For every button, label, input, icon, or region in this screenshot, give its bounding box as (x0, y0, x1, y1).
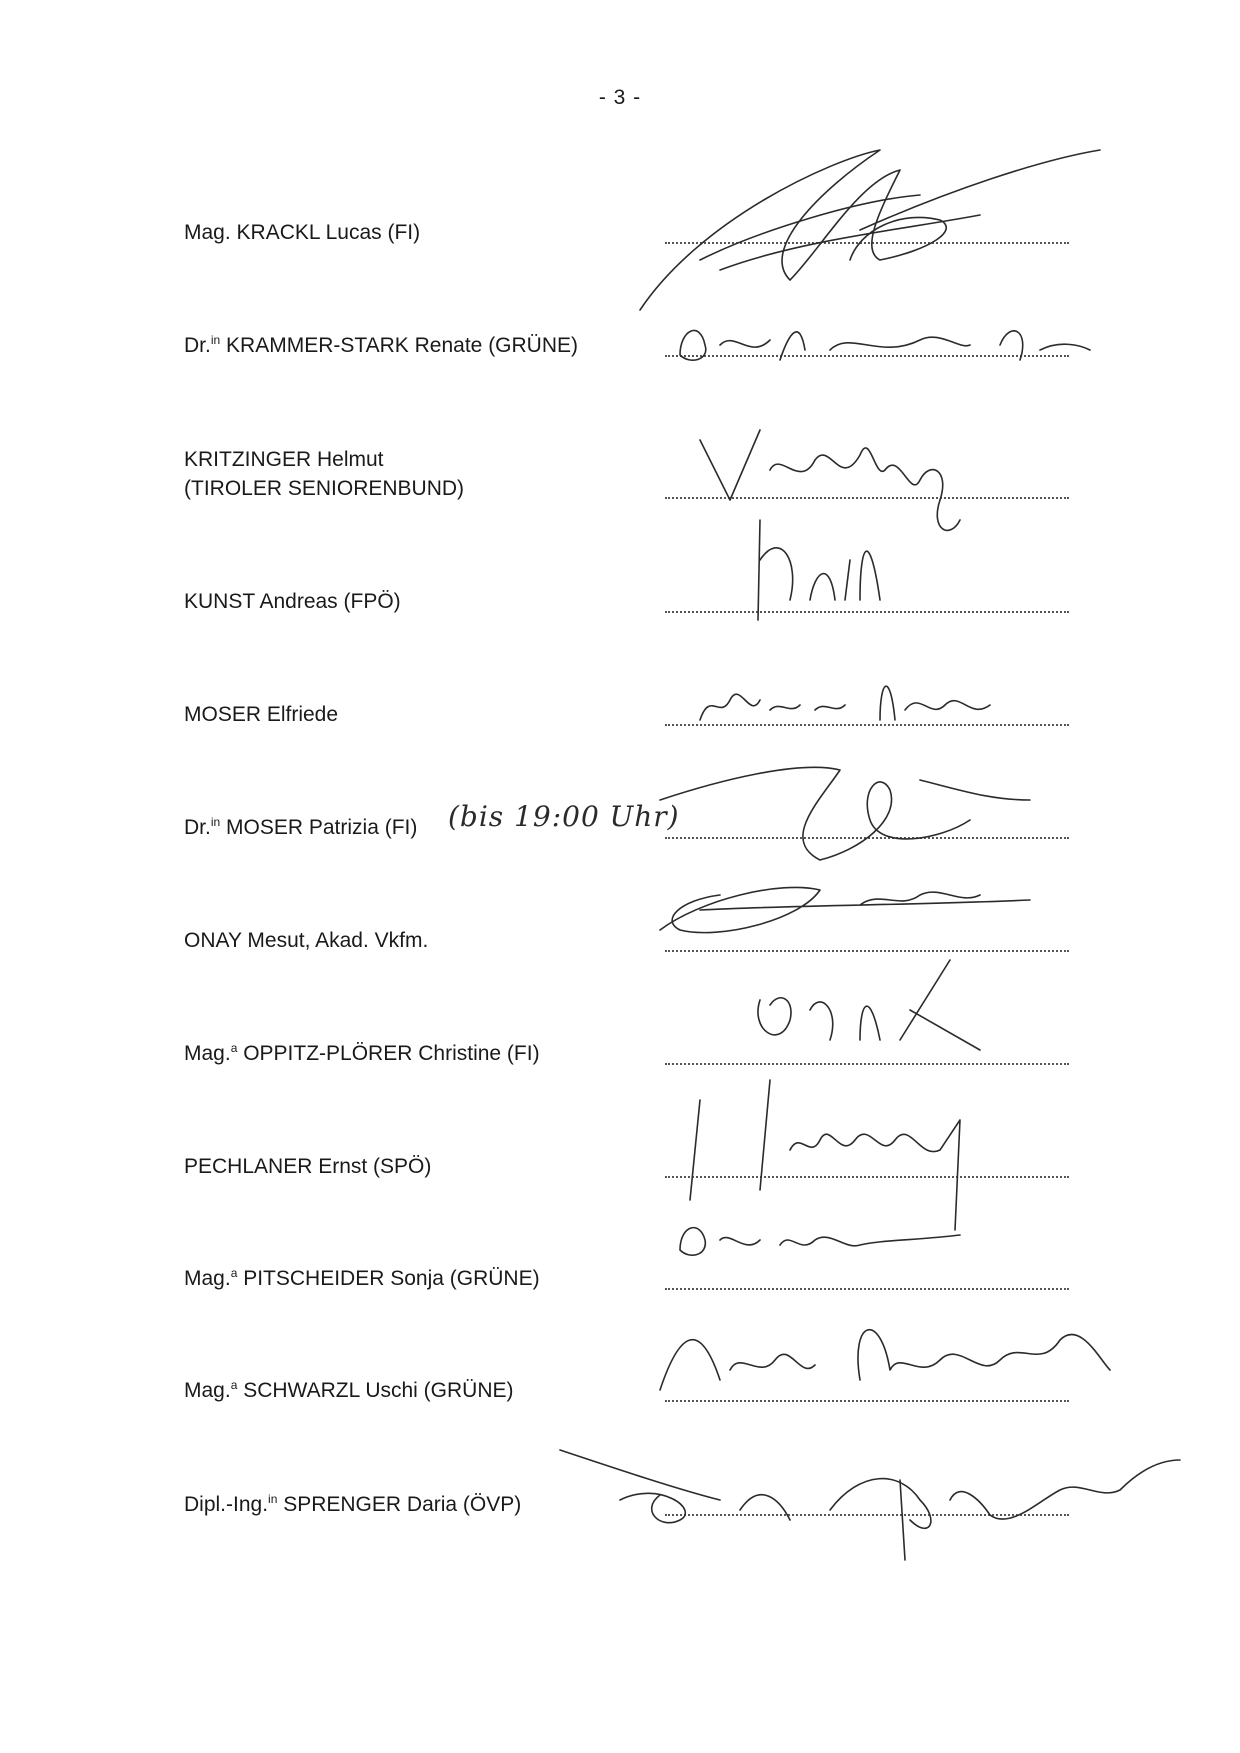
member-name: MOSER Elfriede (184, 703, 339, 726)
signature-line (665, 497, 1069, 499)
signature-row (0, 445, 1240, 505)
handwritten-note: (bis 19:00 Uhr) (448, 800, 680, 833)
signature-row (0, 587, 1240, 647)
signature-row (0, 926, 1240, 986)
signature-line (665, 355, 1069, 357)
signature-line (665, 950, 1069, 952)
signature-line (665, 242, 1069, 244)
member-name: Mag.$^a$ OPPITZ-PLÖRER Christine (FI) (184, 1041, 540, 1065)
signature-row (0, 1376, 1240, 1436)
member-name: ONAY Mesut, Akad. Vkfm. (184, 929, 429, 952)
member-name: KRITZINGER Helmut (TIROLER SENIORENBUND) (184, 448, 465, 500)
member-name: PECHLANER Ernst (SPÖ) (184, 1155, 432, 1178)
signature-row (0, 331, 1240, 391)
signature-line (665, 1400, 1069, 1402)
signature-row (0, 1152, 1240, 1212)
member-name: Mag. KRACKL Lucas (FI) (184, 221, 421, 244)
signature-line (665, 1176, 1069, 1178)
signature-line (665, 724, 1069, 726)
member-name: Mag.$^a$ SCHWARZL Uschi (GRÜNE) (184, 1378, 514, 1402)
member-name: KUNST Andreas (FPÖ) (184, 590, 401, 613)
signature-line (665, 1288, 1069, 1290)
member-name: Mag.$^a$ PITSCHEIDER Sonja (GRÜNE) (184, 1266, 540, 1290)
signature-row (0, 1490, 1240, 1550)
member-name: Dr.$^{in}$ MOSER Patrizia (FI) (184, 815, 418, 839)
signature-line (665, 837, 1069, 839)
signature-line (665, 611, 1069, 613)
member-name: Dipl.-Ing.$^{in}$ SPRENGER Daria (ÖVP) (184, 1492, 522, 1516)
page-number: - 3 - (598, 86, 642, 109)
signature-scribble (680, 1228, 960, 1256)
signature-line (665, 1063, 1069, 1065)
signature-row (0, 1264, 1240, 1324)
signature-row (0, 218, 1240, 278)
member-name: Dr.$^{in}$ KRAMMER-STARK Renate (GRÜNE) (184, 333, 579, 357)
signature-row (0, 1039, 1240, 1099)
signature-line (665, 1514, 1069, 1516)
signature-row (0, 700, 1240, 760)
